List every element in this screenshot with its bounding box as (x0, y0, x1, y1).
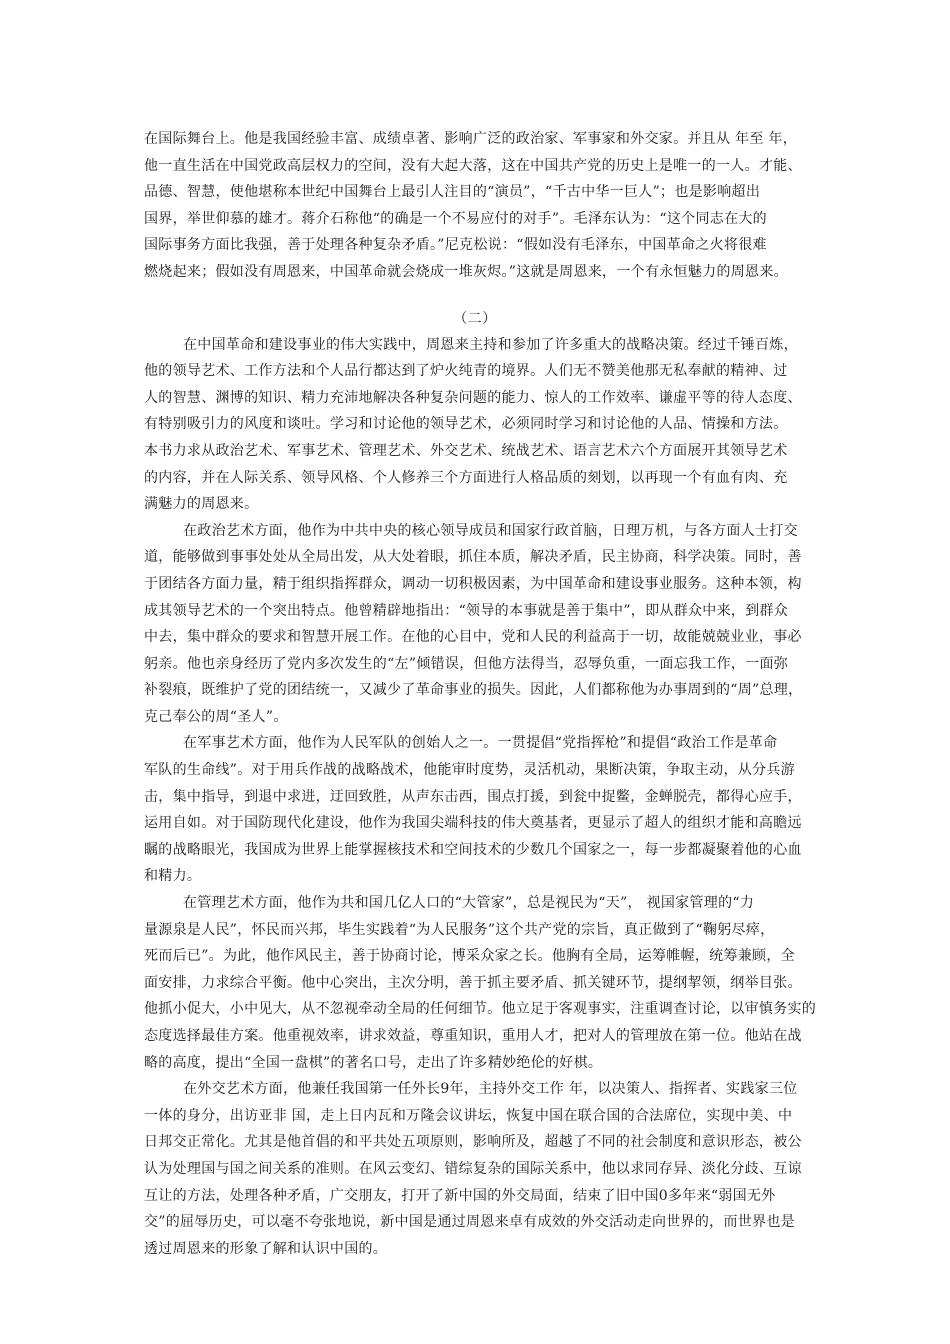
text-line: 他一直生活在中国党政高层权力的空间，没有大起大落，这在中国共产党的历史上是唯一的一人。才能、 (144, 157, 802, 174)
text-line: 他抓小促大，小中见大，从不忽视牵动全局的任何细节。他立足于客观事实，注重调查讨论，以审慎务实的 (144, 1001, 817, 1018)
text-line: 他的领导艺术、工作方法和个人品行都达到了炉火纯青的境界。人们无不赞美他那无私奉献的精神、过 (144, 363, 788, 380)
paragraph-management (144, 890, 817, 1076)
text-line: 满魅力的周恩来。 (144, 496, 259, 513)
paragraph-intro (144, 126, 806, 286)
paragraph-overview (144, 332, 806, 518)
text-line: 中去，集中群众的要求和智慧开展工作。在他的心目中，党和人民的利益高于一切，故能兢兢业业，事必 (144, 629, 802, 646)
text-line: 量源泉是人民”，怀民而兴邦，毕生实践着“为人民服务”这个共产党的宗旨，真正做到了“鞠躬尽瘁， (144, 921, 775, 938)
text-line: 成其领导艺术的一个突出特点。他曾精辟地指出：“领导的本事就是善于集中”，即从群众中来，到群众 (144, 602, 789, 619)
text-line: 略的高度，提出“全国一盘棋”的著名口号，走出了许多精妙绝伦的好棋。 (144, 1054, 603, 1071)
text-line: 态度选择最佳方案。他重视效率，讲求效益，尊重知识，重用人才，把对人的管理放在第一位。他站在战 (144, 1028, 802, 1044)
paragraph-diplomacy (144, 1076, 806, 1262)
paragraph-military (144, 730, 806, 890)
text-line: 面安排，力求综合平衡。他中心突出，主次分明，善于抓主要矛盾、抓关键环节，提纲挈领，纲举目张。 (144, 974, 802, 991)
text-line: 军队的生命线”。对于用兵作战的战略战术，他能审时度势，灵活机动，果断决策，争取主动，从分兵游 (144, 762, 795, 779)
text-line: 补裂痕，既维护了党的团结统一，又减少了革命事业的损失。因此，人们都称他为办事周到的“周”总理， (144, 682, 803, 699)
section-spacer (144, 286, 806, 306)
text-line: 一体的身分，出访亚非 国，走上日内瓦和万隆会议讲坛，恢复中国在联合国的合法席位，实现中美、中 (144, 1107, 793, 1124)
text-line: 瞩的战略眼光，我国成为世界上能掌握核技术和空间技术的少数几个国家之一，每一步都凝聚着他的心血 (144, 841, 802, 858)
text-line: 躬亲。他也亲身经历了党内多次发生的“左”倾错误，但他方法得当，忍辱负重，一面忘我工作，一面弥 (144, 655, 789, 672)
text-line: 在军事艺术方面，他作为人民军队的创始人之一。一贯提倡“党指挥枪”和提倡“政治工作是革命 (183, 735, 778, 752)
paragraph-politics (144, 518, 806, 731)
text-line: 国际事务方面比我强，善于处理各种复杂矛盾。”尼克松说：“假如没有毛泽东，中国革命之火将很难 (144, 237, 767, 254)
text-line: 克己奉公的周“圣人”。 (144, 708, 288, 725)
text-line: 品德、智慧，使他堪称本世纪中国舞台上最引人注目的“演员”，“千古中华一巨人”；也是影响超出 (144, 184, 761, 201)
text-line: 运用自如。对于国防现代化建设，他作为我国尖端科技的伟大奠基者，更显示了超人的组织才能和高瞻远 (144, 815, 802, 832)
text-line: 于团结各方面力量，精于组织指挥群众，调动一切积极因素，为中国革命和建设事业服务。这种本领，构 (144, 575, 802, 592)
text-line: 在管理艺术方面，他作为共和国几亿人口的“大管家”，总是视民为“天”， 视国家管理的“力 (183, 895, 755, 912)
text-line: 认为处理国与国之间关系的准则。在风云变幻、错综复杂的国际关系中，他以求同存异、淡化分歧、互谅 (144, 1160, 802, 1177)
text-line: 死而后已”。为此，他作风民主，善于协商讨论，博采众家之长。他胸有全局，运筹帷幄，统筹兼顾，全 (144, 948, 795, 965)
text-line: 互让的方法，处理各种矛盾，广交朋友，打开了新中国的外交局面，结束了旧中国0多年来“弱国无外 (144, 1187, 776, 1204)
text-line: 在政治艺术方面，他作为中共中央的核心领导成员和国家行政首脑，日理万机，与各方面人士打交 (183, 522, 798, 539)
document-page (144, 126, 817, 1262)
text-line: 在国际舞台上。他是我国经验丰富、成绩卓著、影响广泛的政治家、军事家和外交家。并且从 年至 年， (144, 131, 797, 147)
text-line: 道，能够做到事事处处从全局出发，从大处着眼，抓住本质，解决矛盾，民主协商，科学决策。同时，善 (144, 549, 802, 566)
section-heading: （二） (453, 310, 497, 327)
text-line: 日邦交正常化。尤其是他首倡的和平共处五项原则，影响所及，超越了不同的社会制度和意识形态，被公 (144, 1134, 802, 1151)
text-line: 本书力求从政治艺术、军事艺术、管理艺术、外交艺术、统战艺术、语言艺术六个方面展开其领导艺术 (144, 442, 788, 459)
text-line: 透过周恩来的形象了解和认识中国的。 (144, 1240, 388, 1257)
text-line: 有特别吸引力的风度和谈吐。学习和讨论他的领导艺术，必须同时学习和讨论他的人品、情操和方法。 (144, 416, 788, 433)
text-line: 和精力。 (144, 868, 202, 885)
text-line: 交”的屈辱历史，可以毫不夸张地说，新中国是通过周恩来卓有成效的外交活动走向世界的，而世界也是 (144, 1214, 795, 1231)
text-line: 在外交艺术方面，他兼任我国第一任外长9年，主持外交工作 年，以决策人、指挥者、实践家三位 (183, 1081, 798, 1098)
text-line: 燃烧起来；假如没有周恩来，中国革命就会烧成一堆灰烬。”这就是周恩来，一个有永恒魅力的周恩来。 (144, 263, 788, 280)
text-line: 在中国革命和建设事业的伟大实践中，周恩来主持和参加了许多重大的战略决策。经过千锤百炼， (183, 336, 798, 353)
text-line: 人的智慧、渊博的知识、精力充沛地解决各种复杂问题的能力、惊人的工作效率、谦虚平等的待人态度、 (144, 389, 802, 406)
text-line: 国界，举世仰慕的雄才。蒋介石称他“的确是一个不易应付的对手”。毛泽东认为：“这个同志在大的 (144, 210, 767, 227)
text-line: 击，集中指导，到退中求进，迂回致胜，从声东击西，围点打援，到瓮中捉鳖，金蝉脱壳，都得心应手， (144, 788, 802, 805)
text-line: 的内容，并在人际关系、领导风格、个人修养三个方面进行人格品质的刻划，以再现一个有血有肉、充 (144, 469, 788, 486)
